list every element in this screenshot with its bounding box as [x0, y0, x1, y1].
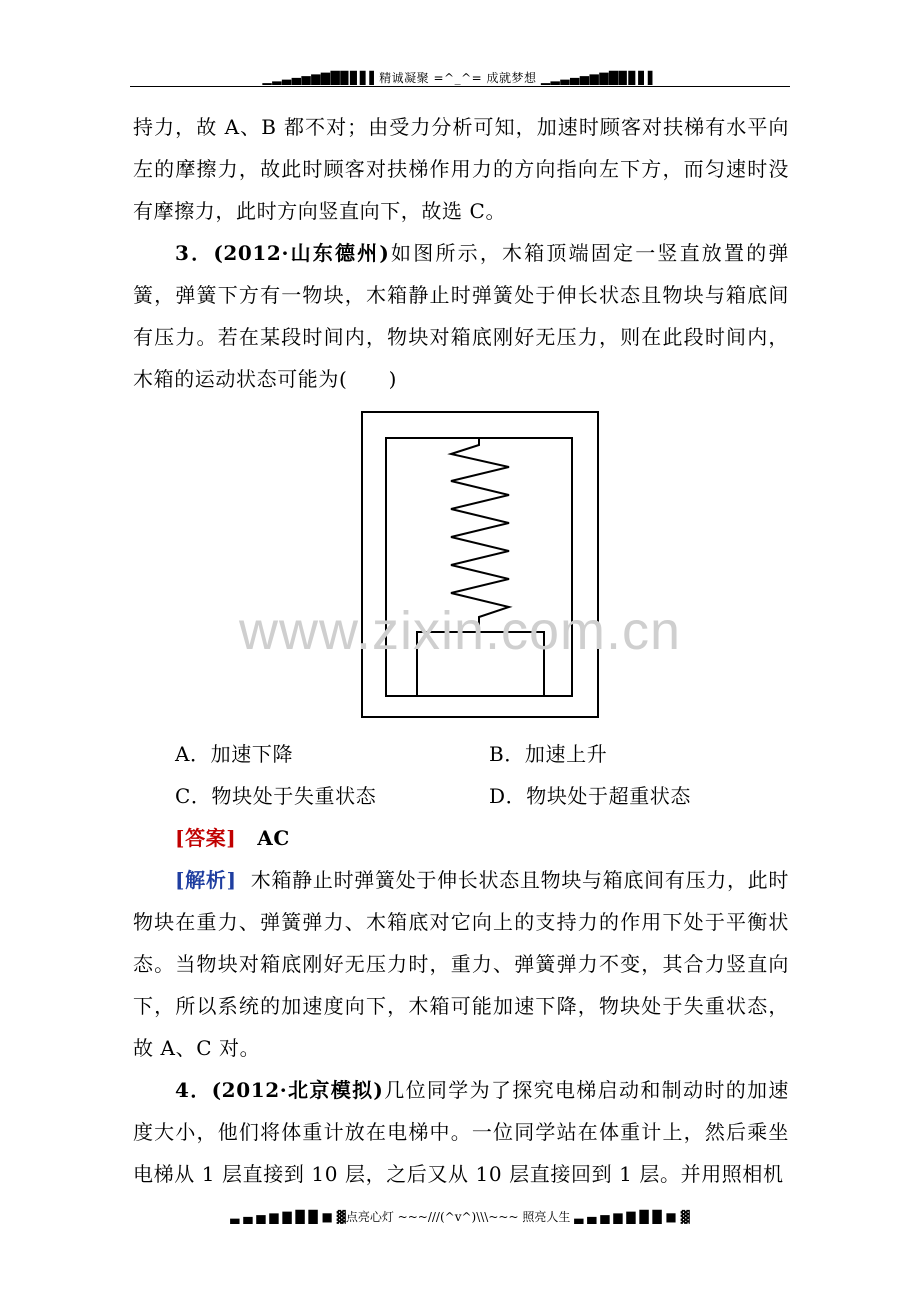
footer-text: ▃ ▄ ▅ ▆ ▇ █ █ ■ ▓点亮心灯 ~~~///(^v^)\\\~~~ 照亮人生 ▃ ▄ ▅ ▆ ▇ █ █ ■ ▓ — [230, 1209, 690, 1224]
page-header — [130, 66, 790, 87]
question-4-stem: 几位同学为了探究电梯启动和制动时的加速度大小，他们将体重计放在电梯中。一位同学站在体重计上，然后乘坐电梯从 1 层直接到 10 层，之后又从 10 层直接回到 1 层。并用照相机 — [133, 1078, 789, 1186]
spring — [451, 438, 509, 632]
page-footer — [130, 1206, 790, 1226]
previous-solution-text: 持力，故 A、B 都不对；由受力分析可知，加速时顾客对扶梯有水平向左的摩擦力，故此时顾客对扶梯作用力的方向指向左下方，而匀速时没有摩擦力，此时方向竖直向下，故选 C。 — [133, 115, 789, 223]
question-3-stem: 如图所示，木箱顶端固定一竖直放置的弹簧，弹簧下方有一物块，木箱静止时弹簧处于伸长状态且物块与箱底间有压力。若在某段时间内，物块对箱底刚好无压力，则在此段时间内，木箱的运动状态可能为( ) — [133, 241, 789, 391]
spring-box-figure — [361, 411, 599, 718]
option-d: D．物块处于超重状态 — [489, 784, 692, 808]
question-3-source: (2012·山东德州) — [213, 241, 390, 265]
block — [417, 632, 544, 696]
analysis-tag: [解析] — [175, 868, 237, 892]
answer-value: AC — [257, 826, 290, 850]
option-a: A．加速下降 — [175, 742, 294, 766]
question-3-number: 3． — [175, 241, 214, 265]
question-4-number: 4． — [175, 1078, 212, 1102]
header-text: ▁▂▃▄▅▆▇█▉▊▋▌精诚凝聚 =^_^= 成就梦想 ▁▂▃▄▅▆▇█▉▊▋▌ — [262, 71, 658, 85]
outer-box-wall — [362, 412, 598, 717]
answer-tag: [答案] — [175, 826, 237, 850]
question-4-source: (2012·北京模拟) — [211, 1078, 384, 1102]
analysis-text: 木箱静止时弹簧处于伸长状态且物块与箱底间有压力，此时物块在重力、弹簧弹力、木箱底对它向上的支持力的作用下处于平衡状态。当物块对箱底刚好无压力时，重力、弹簧弹力不变，其合力竖直向下，所以系统的加速度向下，木箱可能加速下降，物块处于失重状态，故 A、C 对。 — [133, 868, 789, 1060]
answer-line — [175, 824, 290, 852]
analysis-paragraph — [133, 859, 789, 1069]
question-4 — [133, 1069, 789, 1195]
watermark: www.zixin.com.cn — [238, 601, 682, 661]
option-c: C．物块处于失重状态 — [175, 784, 377, 808]
option-b: B．加速上升 — [489, 742, 608, 766]
question-3 — [133, 232, 789, 400]
